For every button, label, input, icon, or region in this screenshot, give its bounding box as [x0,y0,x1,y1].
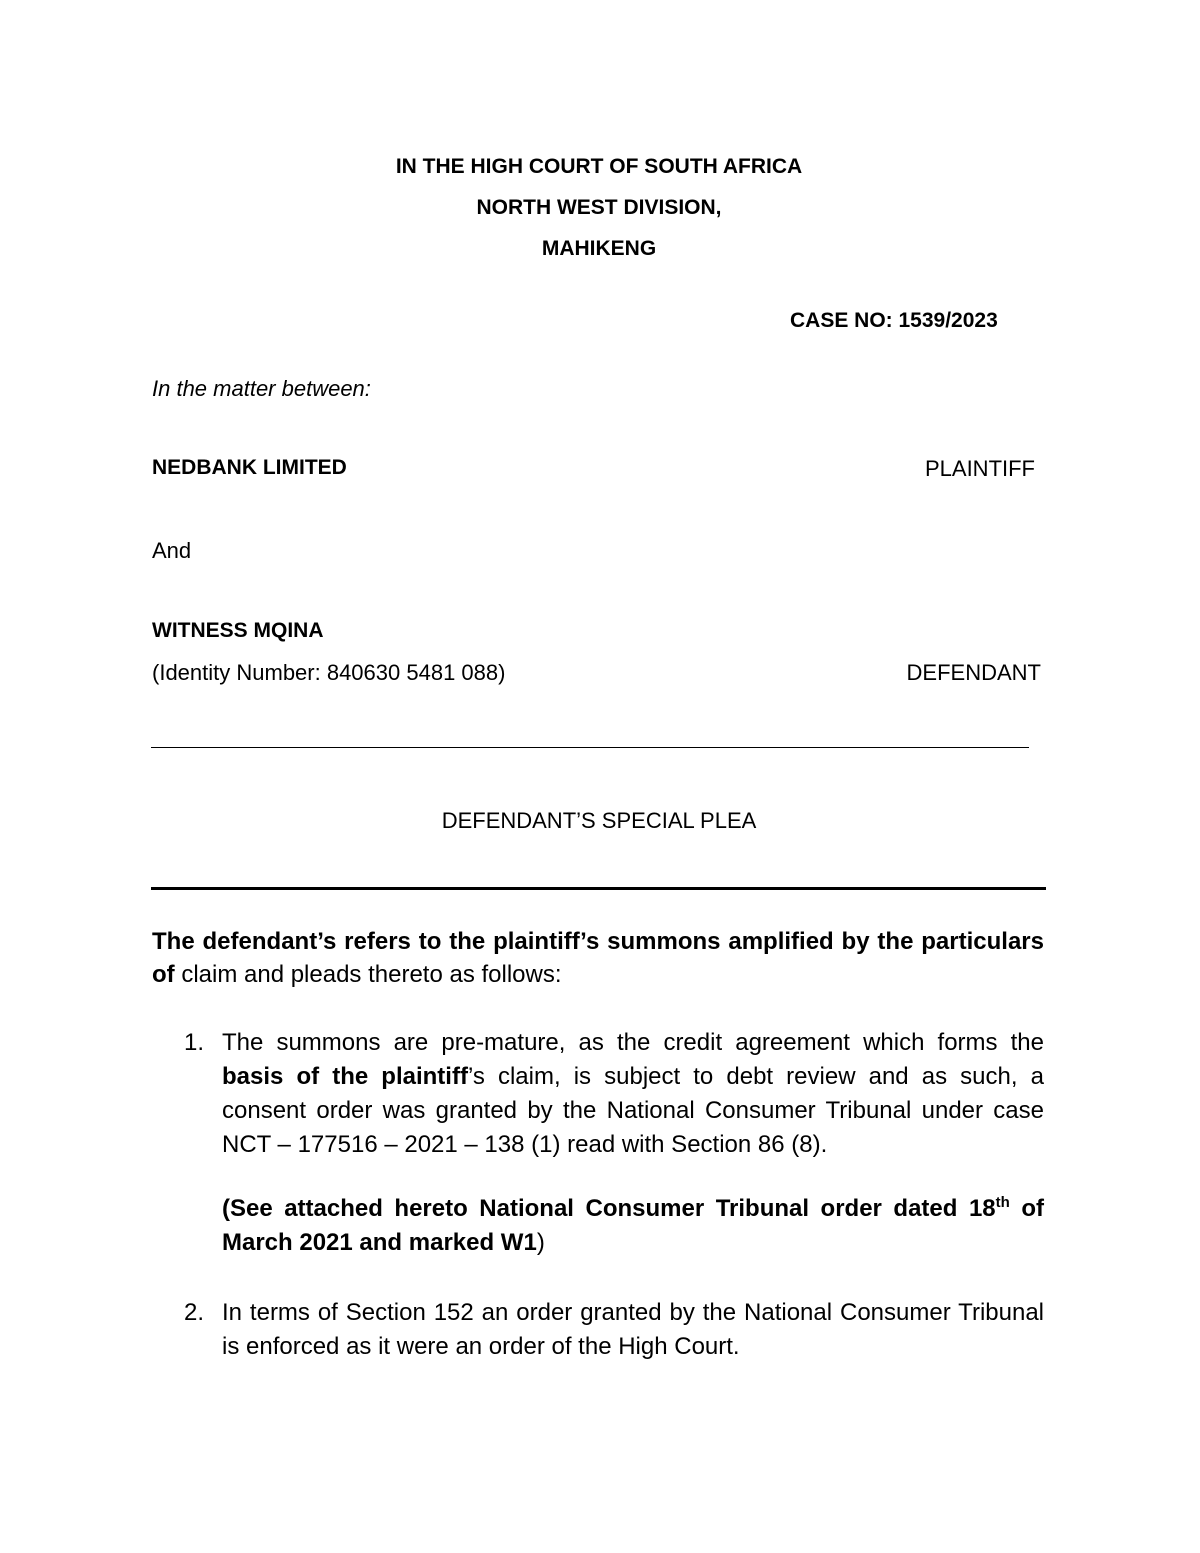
matter-between: In the matter between: [152,376,371,401]
list-item [184,1026,1044,1260]
item-text-rest: ’s claim, is subject to debt review and as such, a consent order was granted by the National Consumer Tribunal under case NCT – 177516 – 2021 – 138 (1) read with Section 86 (8). [222,1063,1044,1158]
note-b: of March 2021 and marked W1 [222,1195,1044,1256]
item-text-a: The summons are pre-mature, as the credit agreement which forms the [222,1029,1044,1056]
plaintiff-role: PLAINTIFF [924,456,1035,481]
note-a: (See attached hereto National Consumer Tribunal order dated 18 [222,1195,996,1222]
plaintiff-name: NEDBANK LIMITED [152,456,347,479]
defendant-name: WITNESS MQINA [152,619,324,642]
court-location: MAHIKENG [541,237,657,260]
list-item [184,1296,1044,1364]
document-title: DEFENDANT’S SPECIAL PLEA [441,808,757,833]
defendant-role: DEFENDANT [906,660,1041,685]
item-number: 2. [184,1299,205,1326]
note-sup: th [995,1194,1010,1211]
note-close: ) [536,1229,545,1256]
defendant-identity: (Identity Number: 840630 5481 088) [152,660,506,685]
court-name: IN THE HIGH COURT OF SOUTH AFRICA [395,155,803,178]
item-number: 1. [184,1029,205,1056]
item-text-bold: basis of the plaintiff [222,1063,468,1090]
intro-bold: The defendant’s refers to the plaintiff’s summons amplified by the particulars of [152,928,1044,988]
court-division: NORTH WEST DIVISION, [476,196,722,219]
intro-paragraph [152,925,1044,991]
title-divider-bottom [151,887,1046,890]
intro-normal: claim and pleads thereto as follows: [181,961,562,988]
title-divider-top [151,747,1029,748]
case-number: CASE NO: 1539/2023 [790,309,998,332]
item-body [222,1026,1044,1162]
conjunction: And [152,538,192,563]
item-body: In terms of Section 152 an order granted by the National Consumer Tribunal is enforced as it were an order of the High Court. [222,1299,1044,1360]
attachment-note [222,1192,1044,1260]
